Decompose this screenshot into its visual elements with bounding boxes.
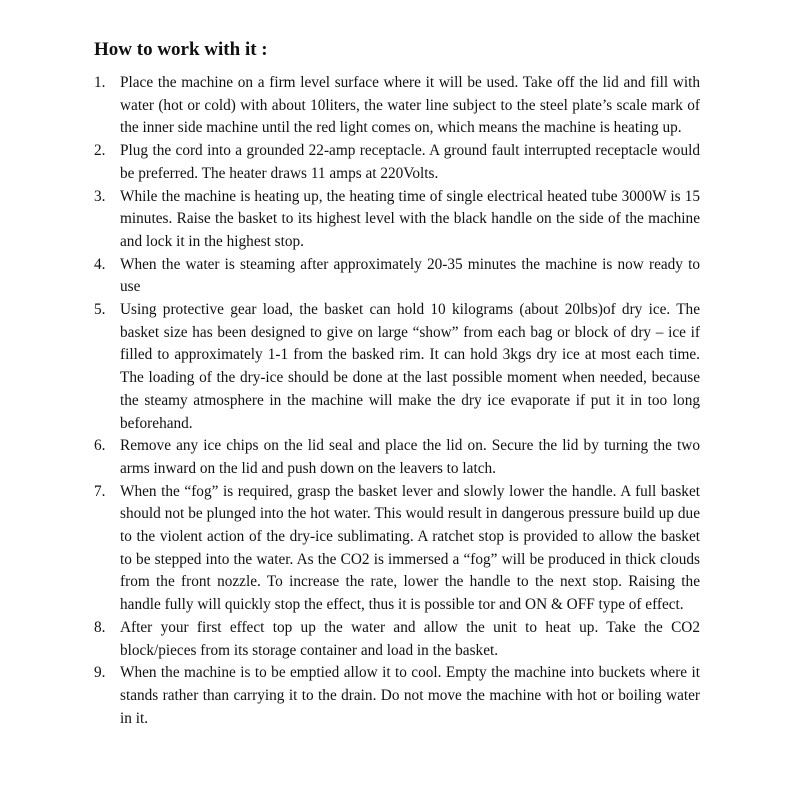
step-text: When the “fog” is required, grasp the basket lever and slowly lower the handle. A full basket should not be plunged into the hot water. This would result in dangerous pressure build up due to the violent action of the dry-ice sublimating. A ratchet stop is provided to allow the basket to be stepped into the water. As the CO2 is immersed a “fog” will be produced in thick clouds from the front nozzle. To increase the rate, lower the handle to the next stop. Raising the handle fully will quickly stop the effect, thus it is possible tor and ON & OFF type of effect. [120, 482, 700, 614]
step-number: 4. [94, 255, 106, 273]
list-item-step-4 [94, 254, 700, 299]
step-number: 3. [94, 187, 106, 205]
step-number: 8. [94, 618, 106, 636]
page-title: How to work with it : [94, 39, 268, 60]
step-text: When the machine is to be emptied allow it to cool. Empty the machine into buckets where it stands rather than carrying it to the drain. Do not move the machine with hot or boiling water in it. [120, 664, 700, 727]
list-item-step-3 [94, 186, 700, 254]
step-text: Using protective gear load, the basket can hold 10 kilograms (about 20lbs)of dry ice. The basket size has been designed to give on large “show” from each bag or block of dry – ice if filled to approximately 1-1 from the basked rim. It can hold 3kgs dry ice at most each time. The loading of the dry-ice should be done at the last possible moment when needed, because the steamy atmosphere in the machine will make the dry ice evaporate if put it in too long beforehand. [120, 301, 700, 432]
step-number: 1. [94, 74, 106, 91]
list-item-step-6 [94, 435, 700, 480]
step-number: 2. [94, 142, 106, 160]
step-text: Remove any ice chips on the lid seal and place the lid on. Secure the lid by turning the two arms inward on the lid and push down on the leavers to latch. [120, 437, 700, 477]
list-item-step-8 [94, 617, 700, 662]
step-text: When the water is steaming after approximately 20-35 minutes the machine is now ready to use [120, 255, 700, 296]
step-number: 5. [94, 301, 106, 319]
list-item-step-5 [94, 299, 700, 435]
list-item-step-9 [94, 662, 700, 730]
document-page [94, 38, 700, 730]
step-text: Plug the cord into a grounded 22-amp receptacle. A ground fault interrupted receptacle would be preferred. The heater draws 11 amps at 220Volts. [120, 142, 700, 182]
step-number: 9. [94, 664, 106, 682]
step-text: While the machine is heating up, the heating time of single electrical heated tube 3000W is 15 minutes. Raise the basket to its highest level with the black handle on the side of the machine and lock it in the highest stop. [120, 187, 700, 250]
list-item-step-7 [94, 481, 700, 617]
list-item-step-1 [94, 72, 700, 140]
step-text: Place the machine on a firm level surface where it will be used. Take off the lid and fill with water (hot or cold) with about 10liters, the water line subject to the steel plate’s scale mark of the inner side machine until the red light comes on, which means the machine is heating up. [120, 74, 700, 137]
step-number: 6. [94, 437, 106, 455]
instruction-list [94, 72, 700, 730]
step-text: After your first effect top up the water and allow the unit to heat up. Take the CO2 block/pieces from its storage container and load in the basket. [120, 618, 700, 659]
list-item-step-2 [94, 140, 700, 185]
step-number: 7. [94, 482, 106, 500]
